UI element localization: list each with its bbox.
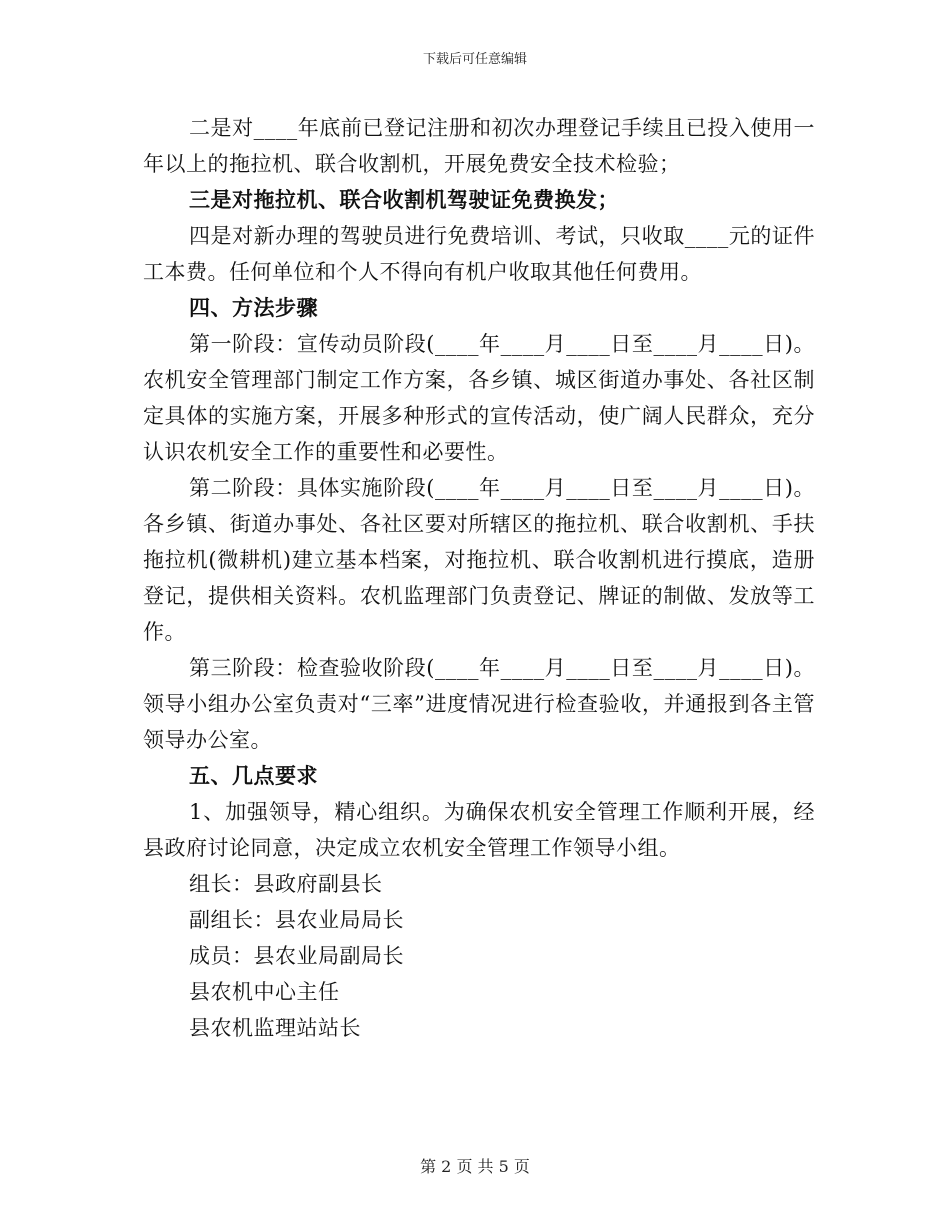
- paragraph-stage-one: 第一阶段：宣传动员阶段(____年____月____日至____月____日)。农机安全管理部门制定工作方案，各乡镇、城区街道办事处、各社区制定具体的实施方案，开展多种形式的宣传活动，使广阔人民群众，充分认识农机安全工作的重要性和必要性。: [143, 332, 815, 464]
- member-line-leader: 组长：县政府副县长: [189, 872, 383, 896]
- section-heading-methods: 四、方法步骤: [189, 295, 318, 320]
- member-line-station-head: 县农机监理站站长: [189, 1016, 361, 1040]
- page-number-footer: 第 2 页 共 5 页: [420, 1157, 530, 1176]
- paragraph-driver-training: 四是对新办理的驾驶员进行免费培训、考试，只收取____元的证件工本费。任何单位和个人不得向有机户收取其他任何费用。: [143, 224, 815, 284]
- member-line-deputy-leader: 副组长：县农业局局长: [189, 908, 404, 932]
- member-line-members: 成员：县农业局副局长: [189, 944, 404, 968]
- paragraph-license-renewal: 三是对拖拉机、联合收割机驾驶证免费换发；: [189, 187, 619, 212]
- document-body: [143, 110, 815, 1046]
- paragraph-stage-three: 第三阶段：检查验收阶段(____年____月____日至____月____日)。领导小组办公室负责对“三率”进度情况进行检查验收，并通报到各主管领导办公室。: [143, 656, 815, 752]
- paragraph-stage-two: 第二阶段：具体实施阶段(____年____月____日至____月____日)。各乡镇、街道办事处、各社区要对所辖区的拖拉机、联合收割机、手扶拖拉机(微耕机)建立基本档案，对拖拉机、联合收割机进行摸底，造册登记，提供相关资料。农机监理部门负责登记、牌证的制做、发放等工作。: [143, 476, 815, 644]
- section-heading-requirements: 五、几点要求: [189, 763, 318, 788]
- page-header: 下载后可任意编辑: [422, 52, 527, 67]
- member-line-center-director: 县农机中心主任: [189, 980, 340, 1004]
- paragraph-leadership: 1、加强领导，精心组织。为确保农机安全管理工作顺利开展，经县政府讨论同意，决定成立农机安全管理工作领导小组。: [143, 800, 815, 860]
- paragraph-free-inspection: 二是对____年底前已登记注册和初次办理登记手续且已投入使用一年以上的拖拉机、联合收割机，开展免费安全技术检验；: [143, 116, 815, 176]
